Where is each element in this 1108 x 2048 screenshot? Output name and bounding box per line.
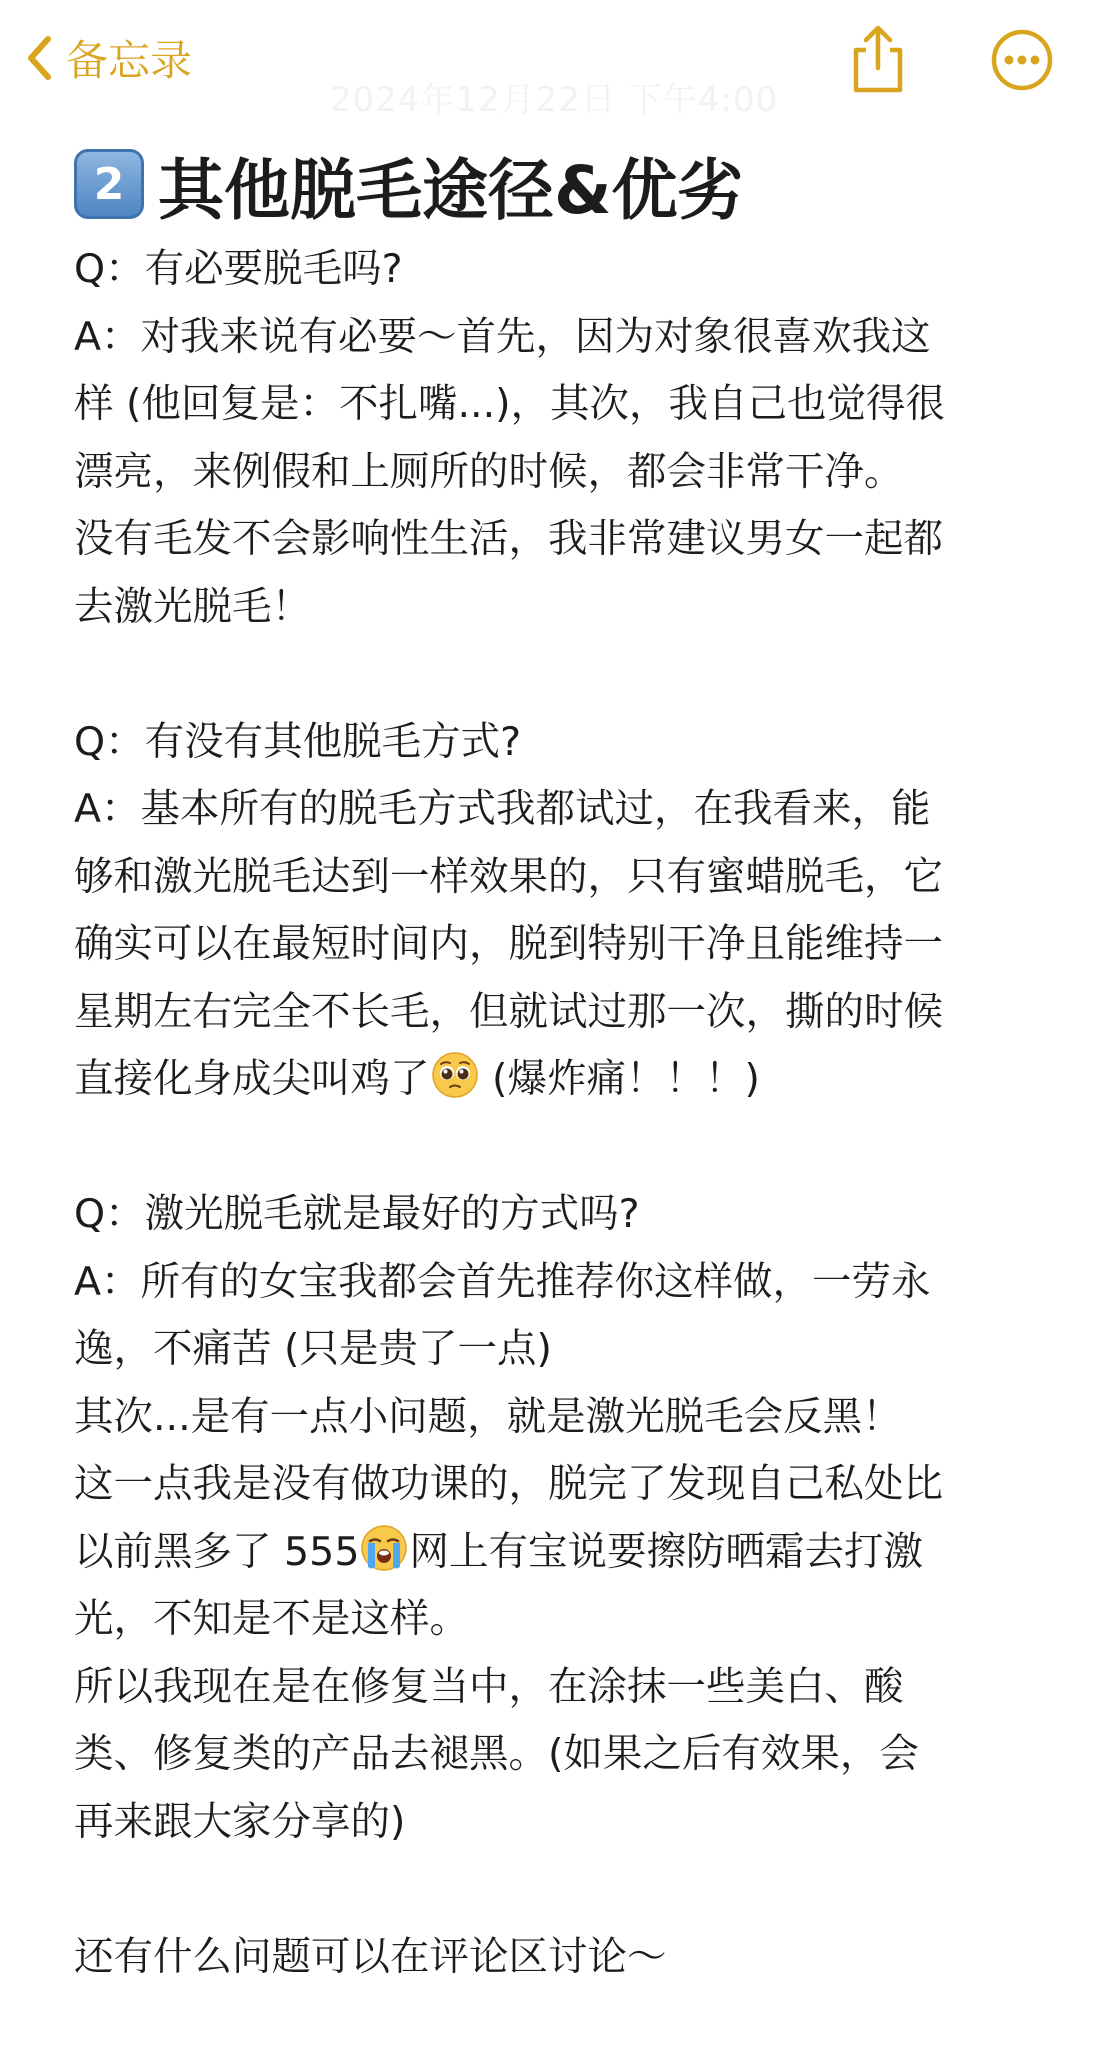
keycap-number-icon: 2	[74, 149, 144, 219]
loudly-crying-face-emoji	[359, 1523, 409, 1573]
note-title-text: 其他脱毛途径&优劣	[158, 151, 744, 229]
note-title	[74, 136, 1064, 232]
qa-section-2: Q：有没有其他脱毛方式? A：基本所有的脱毛方式我都试过，在我看来，能 够和激光脱毛达到一样效果的，只有蜜蜡脱毛，它 确实可以在最短时间内，脱到特别干净且能维持一 星期左右完全不长毛，但就试过那一次，撕的时候 直接化身成尖叫鸡了	[74, 718, 943, 1102]
note-body[interactable]	[74, 136, 1064, 1991]
navigation-bar	[0, 0, 1108, 120]
qa-section-1: Q：有必要脱毛吗? A：对我来说有必要～首先，因为对象很喜欢我这 样 (他回复是：不扎嘴...)，其次，我自己也觉得很 漂亮，来例假和上厕所的时候，都会非常干净。 没有毛发不会影响性生活，我非常建议男女一起都 去激光脱毛！	[74, 246, 946, 630]
note-text	[74, 236, 1064, 1991]
qa-section-3-tail: 网上有宝说要擦防晒霜去打激 光，不知是不是这样。 所以我现在是在修复当中，在涂抹一些美白、酸 类、修复类的产品去褪黑。(如果之后有效果，会 再来跟大家分享的)	[74, 1528, 923, 1845]
closing-line: 还有什么问题可以在评论区讨论～	[74, 1933, 667, 1980]
pleading-face-emoji	[430, 1050, 480, 1100]
note-timestamp: 2024年12月22日 下午4:00	[329, 80, 779, 120]
qa-section-3: Q：激光脱毛就是最好的方式吗? A：所有的女宝我都会首先推荐你这样做，一劳永 逸，不痛苦 (只是贵了一点) 其次...是有一点小问题，就是激光脱毛会反黑！ 这一点我是没有做功课的，脱完了发现自己私处比 以前黑多了 555	[74, 1191, 943, 1575]
qa-section-2-tail: (爆炸痛！！！)	[479, 1056, 760, 1102]
back-button-label: 备忘录	[66, 36, 193, 85]
